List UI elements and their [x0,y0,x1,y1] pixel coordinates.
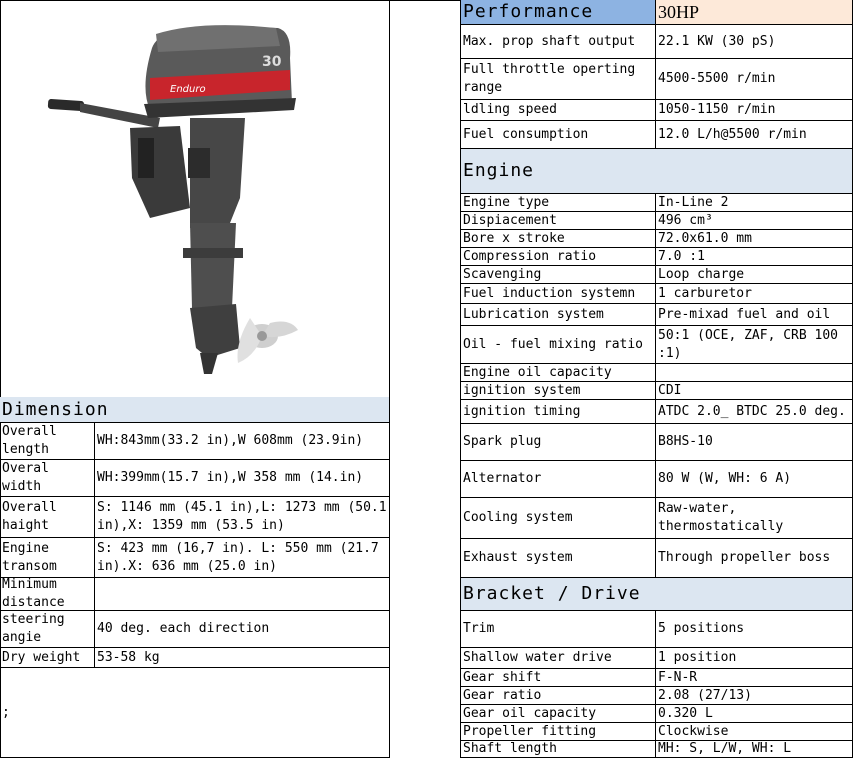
spec-value: 22.1 KW (30 pS) [656,25,853,59]
spec-label: Spark plug [461,424,656,461]
spec-value: B8HS-10 [656,424,853,461]
spec-value: 0.320 L [656,705,853,723]
spec-value: 4500-5500 r/min [656,59,853,100]
spec-value: In-Line 2 [656,194,853,212]
spec-value: 1 carburetor [656,284,853,304]
dimension-label: Overall length [0,423,95,460]
dimension-label: Minimum distance [0,578,95,611]
dimension-note: ; [0,668,390,758]
spec-label: Shaft length [461,741,656,758]
spec-label: Compression ratio [461,248,656,266]
spec-value: 7.0 :1 [656,248,853,266]
dimension-value [95,578,390,611]
spec-label: Max. prop shaft output [461,25,656,59]
spec-label: Lubrication system [461,304,656,326]
spec-value: 496 cm³ [656,212,853,230]
spec-label: ignition timing [461,400,656,424]
spec-value: 1 position [656,648,853,669]
dimension-label: Overal width [0,460,95,497]
spec-label: Engine oil capacity [461,364,656,382]
spec-value: 12.0 L/h@5500 r/min [656,121,853,149]
spec-label: Exhaust system [461,539,656,578]
engine-header: Engine [461,149,853,194]
bracket-drive-header: Bracket / Drive [461,578,853,611]
spec-value: F-N-R [656,669,853,687]
dimension-header: Dimension [0,397,390,423]
spec-label: Cooling system [461,498,656,539]
dimension-value: S: 423 mm (16,7 in). L: 550 mm (21.7 in).X: 636 mm (25.0 in) [95,538,390,578]
spec-value: Loop charge [656,266,853,284]
spec-label: Scavenging [461,266,656,284]
spec-value: CDI [656,382,853,400]
spec-value: Pre-mixad fuel and oil [656,304,853,326]
spec-label: Alternator [461,461,656,498]
spec-value: Clockwise [656,723,853,741]
outboard-motor-image [40,18,300,378]
spec-value: 72.0x61.0 mm [656,230,853,248]
spec-label: Gear oil capacity [461,705,656,723]
spec-label: Fuel induction systemn [461,284,656,304]
dimension-value: S: 1146 mm (45.1 in),L: 1273 mm (50.1 in),X: 1359 mm (53.5 in) [95,497,390,538]
spec-label: Dispiacement [461,212,656,230]
dimension-label: Engine transom [0,538,95,578]
spec-label: ignition system [461,382,656,400]
spec-label: Oil - fuel mixing ratio [461,326,656,364]
spec-label: Trim [461,611,656,648]
dimension-label: Overall haight [0,497,95,538]
spec-value: Raw-water, thermostatically [656,498,853,539]
performance-header: Performance [461,0,656,25]
dimension-value: 40 deg. each direction [95,611,390,648]
spec-value: 50:1 (OCE, ZAF, CRB 100 :1) [656,326,853,364]
spec-label: Fuel consumption [461,121,656,149]
brand-logo-text: Enduro [170,84,206,95]
dimension-value: WH:843mm(33.2 in),W 608mm (23.9in) [95,423,390,460]
spec-label: Gear ratio [461,687,656,705]
spec-label: Full throttle operting range [461,59,656,100]
spec-value: MH: S, L/W, WH: L [656,741,853,758]
spec-label: Propeller fitting [461,723,656,741]
spec-value: 2.08 (27/13) [656,687,853,705]
spec-label: Gear shift [461,669,656,687]
cowl-number: 30 [262,54,282,70]
spec-value: 5 positions [656,611,853,648]
spec-value: Through propeller boss [656,539,853,578]
spec-label: Engine type [461,194,656,212]
dimension-value: WH:399mm(15.7 in),W 358 mm (14.in) [95,460,390,497]
spec-value: ATDC 2.0_ BTDC 25.0 deg. [656,400,853,424]
dimension-label: steering angie [0,611,95,648]
spec-value: 80 W (W, WH: 6 A) [656,461,853,498]
spec-label: Shallow water drive [461,648,656,669]
spec-value [656,364,853,382]
dimension-value: 53-58 kg [95,648,390,668]
spec-value: 1050-1150 r/min [656,100,853,121]
spec-label: ldling speed [461,100,656,121]
model-name: 30HP [656,0,853,25]
spec-label: Bore x stroke [461,230,656,248]
dimension-label: Dry weight [0,648,95,668]
